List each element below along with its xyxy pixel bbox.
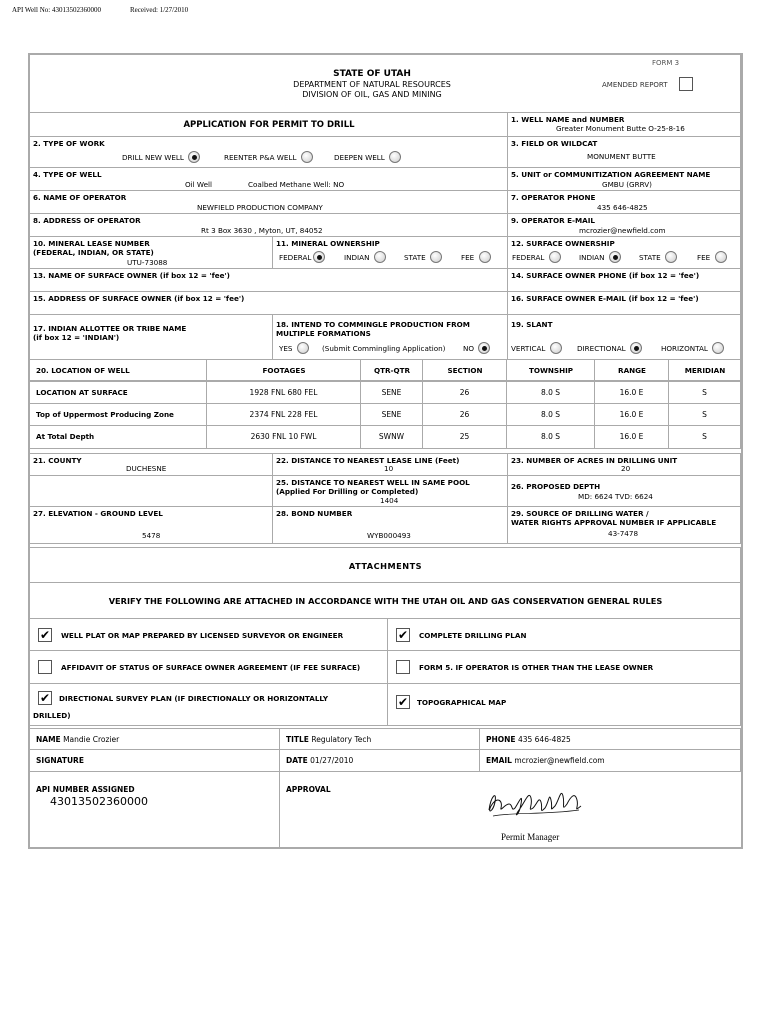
title-cell xyxy=(280,728,480,750)
field-6 xyxy=(30,191,508,214)
phone-line xyxy=(486,735,571,744)
attachment-6-label: TOPOGRAPHICAL MAP xyxy=(417,698,507,707)
surface-state-radio[interactable] xyxy=(665,251,677,263)
loc-header-1 xyxy=(207,360,361,382)
attachment-1 xyxy=(30,619,388,651)
attachments-verify xyxy=(30,583,741,619)
field-24-blank xyxy=(30,476,273,507)
loc-header-6-text: MERIDIAN xyxy=(684,366,726,375)
field-2 xyxy=(30,137,508,168)
lease-line-distance-value: 10 xyxy=(384,464,394,473)
phone-label: PHONE xyxy=(486,735,516,744)
well-type-value: Oil Well xyxy=(185,180,213,189)
attachment-3 xyxy=(30,651,388,684)
commingle-yes-option[interactable] xyxy=(279,342,309,355)
api-label: API NUMBER ASSIGNED xyxy=(36,785,135,794)
commingle-no-radio[interactable] xyxy=(478,342,490,354)
mineral-fee-option[interactable] xyxy=(461,251,491,264)
attachments-header xyxy=(30,547,741,583)
field-19-label: 19. SLANT xyxy=(511,320,553,329)
field-10 xyxy=(30,237,273,269)
field-23-label: 23. NUMBER OF ACRES IN DRILLING UNIT xyxy=(511,456,678,465)
loc-header-1-text: FOOTAGES xyxy=(262,366,306,375)
field-13-label: 13. NAME OF SURFACE OWNER (if box 12 = 'fee') xyxy=(33,271,230,280)
field-27-label: 27. ELEVATION - GROUND LEVEL xyxy=(33,509,163,518)
amended-report-label: AMENDED REPORT xyxy=(602,81,668,89)
slant-vertical-radio[interactable] xyxy=(550,342,562,354)
coalbed-value: Coalbed Methane Well: NO xyxy=(248,180,345,189)
verify-text: VERIFY THE FOLLOWING ARE ATTACHED IN ACCORDANCE WITH THE UTAH OIL AND GAS CONSERVATION GENERAL RULES xyxy=(108,596,663,606)
signature-label: SIGNATURE xyxy=(36,756,84,765)
field-7 xyxy=(508,191,741,214)
field-17 xyxy=(30,315,273,360)
surface-indian-radio[interactable] xyxy=(609,251,621,263)
loc-header-6 xyxy=(669,360,741,382)
commingle-yes-radio[interactable] xyxy=(297,342,309,354)
form-title: APPLICATION FOR PERMIT TO DRILL xyxy=(183,120,355,130)
loc-row-2-qtr: SWNW xyxy=(361,426,423,449)
field-25 xyxy=(273,476,508,507)
field-18-sublabel: MULTIPLE FORMATIONS xyxy=(276,329,371,338)
field-7-label: 7. OPERATOR PHONE xyxy=(511,193,596,202)
acres-value: 20 xyxy=(621,464,631,473)
field-8 xyxy=(30,214,508,237)
field-29 xyxy=(508,507,741,544)
field-12 xyxy=(508,237,741,269)
attachment-5 xyxy=(30,684,388,726)
deepen-label: DEEPEN WELL xyxy=(334,153,385,162)
surface-state-option[interactable] xyxy=(639,251,677,264)
field-16-label: 16. SURFACE OWNER E-MAIL (if box 12 = 'fee') xyxy=(511,294,699,303)
field-9 xyxy=(508,214,741,237)
field-28 xyxy=(273,507,508,544)
loc-row-0-meridian: S xyxy=(669,382,741,404)
elevation-value: 5478 xyxy=(142,531,161,540)
mineral-federal-radio[interactable] xyxy=(313,251,325,263)
title-line xyxy=(286,735,371,744)
approval-label: APPROVAL xyxy=(286,785,331,794)
reenter-radio[interactable] xyxy=(301,151,313,163)
commingle-no-label: NO xyxy=(463,344,475,353)
attachment-5-checkbox[interactable]: ✔ xyxy=(39,691,51,705)
field-23 xyxy=(508,453,741,476)
commingle-note: (Submit Commingling Application) xyxy=(322,344,446,353)
loc-row-0-township: 8.0 S xyxy=(507,382,595,404)
amended-report-checkbox[interactable] xyxy=(679,77,693,91)
loc-row-1-qtr: SENE xyxy=(361,404,423,426)
loc-row-1-label-text: Top of Uppermost Producing Zone xyxy=(36,410,174,419)
field-25-sublabel: (Applied For Drilling or Completed) xyxy=(276,487,419,496)
division: DIVISION OF OIL, GAS AND MINING xyxy=(302,90,442,99)
date-label: DATE xyxy=(286,756,308,765)
loc-header-2 xyxy=(361,360,423,382)
attachments-title: ATTACHMENTS xyxy=(348,561,423,571)
loc-header-3 xyxy=(423,360,507,382)
mineral-fee-label: FEE xyxy=(461,253,475,262)
field-11-label: 11. MINERAL OWNERSHIP xyxy=(276,239,380,248)
field-4 xyxy=(30,168,508,191)
name-label: NAME xyxy=(36,735,61,744)
phone-cell xyxy=(480,728,741,750)
phone-value: 435 646-4825 xyxy=(517,735,571,744)
loc-row-1-meridian: S xyxy=(669,404,741,426)
attachment-5-label: DIRECTIONAL SURVEY PLAN (IF DIRECTIONALLY OR HORIZONTALLY xyxy=(59,694,329,703)
attachment-1-checkbox[interactable]: ✔ xyxy=(39,628,51,642)
loc-header-4 xyxy=(507,360,595,382)
form-number: FORM 3 xyxy=(652,59,680,67)
name-line xyxy=(36,735,119,744)
signature-cell xyxy=(30,750,280,772)
slant-horizontal-option[interactable] xyxy=(661,342,724,355)
field-10-label: 10. MINERAL LEASE NUMBER xyxy=(33,239,150,248)
location-table xyxy=(30,360,741,449)
surface-federal-radio[interactable] xyxy=(549,251,561,263)
field-26-label: 26. PROPOSED DEPTH xyxy=(511,482,601,491)
surface-fee-radio[interactable] xyxy=(715,251,727,263)
loc-row-0-qtr: SENE xyxy=(361,382,423,404)
field-value: MONUMENT BUTTE xyxy=(587,152,656,161)
field-12-label: 12. SURFACE OWNERSHIP xyxy=(511,239,615,248)
deepen-option[interactable] xyxy=(334,151,401,164)
form-header xyxy=(30,55,741,113)
loc-header-5 xyxy=(595,360,669,382)
field-16 xyxy=(508,292,741,315)
slant-directional-radio[interactable] xyxy=(630,342,642,354)
loc-header-0 xyxy=(30,360,207,382)
slant-directional-option[interactable] xyxy=(577,342,642,355)
mineral-indian-radio[interactable] xyxy=(374,251,386,263)
field-19 xyxy=(508,315,741,360)
operator-email-value: mcrozier@newfield.com xyxy=(579,226,666,235)
address-value: Rt 3 Box 3630 , Myton, UT, 84052 xyxy=(201,226,323,235)
well-name-value: Greater Monument Butte O-25-8-16 xyxy=(556,124,685,133)
loc-row-0-range: 16.0 E xyxy=(595,382,669,404)
field-17-sublabel: (if box 12 = 'INDIAN') xyxy=(33,333,120,342)
email-line xyxy=(486,756,605,765)
nearest-well-value: 1404 xyxy=(380,496,399,505)
field-9-label: 9. OPERATOR E-MAIL xyxy=(511,216,595,225)
approval-signature-icon xyxy=(483,782,593,824)
loc-header-3-text: SECTION xyxy=(447,366,483,375)
loc-row-0-footages: 1928 FNL 680 FEL xyxy=(207,382,361,404)
mineral-state-radio[interactable] xyxy=(430,251,442,263)
field-28-label: 28. BOND NUMBER xyxy=(276,509,353,518)
loc-header-0-text: 20. LOCATION OF WELL xyxy=(36,366,130,375)
water-rights-value: 43-7478 xyxy=(608,529,639,538)
operator-value: NEWFIELD PRODUCTION COMPANY xyxy=(197,203,323,212)
api-value: 43013502360000 xyxy=(50,795,148,808)
field-3-label: 3. FIELD OR WILDCAT xyxy=(511,139,598,148)
field-1 xyxy=(508,113,741,137)
surface-federal-label: FEDERAL xyxy=(512,253,545,262)
field-26 xyxy=(508,476,741,507)
drill-new-well-label: DRILL NEW WELL xyxy=(122,153,184,162)
permit-manager: Permit Manager xyxy=(501,832,560,842)
commingle-no-option[interactable] xyxy=(463,342,490,355)
loc-row-2-range: 16.0 E xyxy=(595,426,669,449)
api-cell xyxy=(30,772,280,847)
loc-row-0-label xyxy=(30,382,207,404)
attachment-5-label-cont: DRILLED) xyxy=(33,711,71,720)
received-header: Received: 1/27/2010 xyxy=(130,6,189,14)
field-6-label: 6. NAME OF OPERATOR xyxy=(33,193,127,202)
mineral-state-option[interactable] xyxy=(404,251,442,264)
field-8-label: 8. ADDRESS OF OPERATOR xyxy=(33,216,141,225)
surface-indian-option[interactable] xyxy=(579,251,621,264)
loc-row-1-range: 16.0 E xyxy=(595,404,669,426)
field-5 xyxy=(508,168,741,191)
attachment-6-checkbox[interactable]: ✔ xyxy=(397,695,409,709)
mineral-indian-label: INDIAN xyxy=(344,253,370,262)
slant-vertical-label: VERTICAL xyxy=(511,344,546,353)
field-3 xyxy=(508,137,741,168)
attachment-2-label: COMPLETE DRILLING PLAN xyxy=(419,631,527,640)
field-2-label: 2. TYPE OF WORK xyxy=(33,139,105,148)
attachment-4-checkbox[interactable] xyxy=(396,660,410,674)
slant-horizontal-label: HORIZONTAL xyxy=(661,344,708,353)
attachment-6 xyxy=(388,684,741,726)
slant-vertical-option[interactable] xyxy=(511,342,562,355)
field-1-label: 1. WELL NAME and NUMBER xyxy=(511,115,625,124)
field-11 xyxy=(273,237,508,269)
field-13 xyxy=(30,269,508,292)
bond-number-value: WYB000493 xyxy=(367,531,411,540)
mineral-federal-option[interactable] xyxy=(279,251,325,264)
loc-row-2-footages: 2630 FNL 10 FWL xyxy=(207,426,361,449)
email-value: mcrozier@newfield.com xyxy=(514,756,605,765)
loc-row-1-township: 8.0 S xyxy=(507,404,595,426)
loc-row-2-label xyxy=(30,426,207,449)
name-cell xyxy=(30,728,280,750)
field-4-label: 4. TYPE OF WELL xyxy=(33,170,102,179)
permit-form xyxy=(28,53,743,849)
mineral-indian-option[interactable] xyxy=(344,251,386,264)
field-10-sublabel: (FEDERAL, INDIAN, OR STATE) xyxy=(33,248,154,257)
mineral-fee-radio[interactable] xyxy=(479,251,491,263)
loc-row-1-section: 26 xyxy=(423,404,507,426)
state-title: STATE OF UTAH xyxy=(333,69,411,79)
api-well-header: API Well No: 43013502360000 xyxy=(12,6,101,14)
name-value: Mandie Crozier xyxy=(63,735,120,744)
attachment-3-checkbox[interactable] xyxy=(38,660,52,674)
drill-new-well-option[interactable] xyxy=(122,151,200,164)
attachment-4-label: FORM 5. IF OPERATOR IS OTHER THAN THE LEASE OWNER xyxy=(419,663,654,672)
field-29-label: 29. SOURCE OF DRILLING WATER / xyxy=(511,509,649,518)
email-cell xyxy=(480,750,741,772)
loc-row-0-section: 26 xyxy=(423,382,507,404)
loc-row-2-township: 8.0 S xyxy=(507,426,595,449)
field-22 xyxy=(273,453,508,476)
email-label: EMAIL xyxy=(486,756,512,765)
loc-header-2-text: QTR-QTR xyxy=(373,366,411,375)
loc-row-0-label-text: LOCATION AT SURFACE xyxy=(36,388,128,397)
operator-phone-value: 435 646-4825 xyxy=(597,203,648,212)
field-21-label: 21. COUNTY xyxy=(33,456,82,465)
loc-row-2-section: 25 xyxy=(423,426,507,449)
title-label: TITLE xyxy=(286,735,309,744)
loc-row-1-label xyxy=(30,404,207,426)
loc-row-2-meridian: S xyxy=(669,426,741,449)
deepen-radio[interactable] xyxy=(389,151,401,163)
field-15 xyxy=(30,292,508,315)
attachment-1-label: WELL PLAT OR MAP PREPARED BY LICENSED SURVEYOR OR ENGINEER xyxy=(61,631,344,640)
loc-row-1-footages: 2374 FNL 228 FEL xyxy=(207,404,361,426)
field-5-label: 5. UNIT or COMMUNITIZATION AGREEMENT NAME xyxy=(511,170,711,179)
mineral-state-label: STATE xyxy=(404,253,426,262)
lease-number-value: UTU-73088 xyxy=(127,258,168,267)
slant-directional-label: DIRECTIONAL xyxy=(577,344,626,353)
field-25-label: 25. DISTANCE TO NEAREST WELL IN SAME POOL xyxy=(276,478,470,487)
form-title-cell xyxy=(30,113,508,137)
unit-value: GMBU (GRRV) xyxy=(602,180,652,189)
title-value: Regulatory Tech xyxy=(311,735,372,744)
loc-row-2-label-text: At Total Depth xyxy=(36,432,95,441)
commingle-yes-label: YES xyxy=(279,344,293,353)
attachment-2-checkbox[interactable]: ✔ xyxy=(397,628,409,642)
mineral-federal-label: FEDERAL xyxy=(279,253,312,262)
field-18 xyxy=(273,315,508,360)
field-14-label: 14. SURFACE OWNER PHONE (if box 12 = 'fee') xyxy=(511,271,700,280)
drill-new-well-radio[interactable] xyxy=(188,151,200,163)
field-15-label: 15. ADDRESS OF SURFACE OWNER (if box 12 = 'fee') xyxy=(33,294,245,303)
reenter-option[interactable] xyxy=(224,151,313,164)
surface-indian-label: INDIAN xyxy=(579,253,605,262)
approval-cell xyxy=(280,772,741,847)
slant-horizontal-radio[interactable] xyxy=(712,342,724,354)
surface-fee-label: FEE xyxy=(697,253,711,262)
attachment-4 xyxy=(388,651,741,684)
field-17-label: 17. INDIAN ALLOTTEE OR TRIBE NAME xyxy=(33,324,187,333)
surface-state-label: STATE xyxy=(639,253,661,262)
loc-header-5-text: RANGE xyxy=(618,366,646,375)
date-line xyxy=(286,756,353,765)
attachment-3-label: AFFIDAVIT OF STATUS OF SURFACE OWNER AGREEMENT (IF FEE SURFACE) xyxy=(61,663,361,672)
reenter-label: REENTER P&A WELL xyxy=(224,153,297,162)
surface-fee-option[interactable] xyxy=(697,251,727,264)
date-cell xyxy=(280,750,480,772)
field-29-sublabel: WATER RIGHTS APPROVAL NUMBER IF APPLICABLE xyxy=(511,518,717,527)
attachment-2 xyxy=(388,619,741,651)
field-22-label: 22. DISTANCE TO NEAREST LEASE LINE (Feet) xyxy=(276,456,460,465)
field-18-label: 18. INTEND TO COMMINGLE PRODUCTION FROM xyxy=(276,320,470,329)
county-value: DUCHESNE xyxy=(126,464,167,473)
field-14 xyxy=(508,269,741,292)
department: DEPARTMENT OF NATURAL RESOURCES xyxy=(293,80,451,89)
proposed-depth-value: MD: 6624 TVD: 6624 xyxy=(578,492,653,501)
date-value: 01/27/2010 xyxy=(310,756,354,765)
loc-header-4-text: TOWNSHIP xyxy=(528,366,574,375)
field-21 xyxy=(30,453,273,476)
field-27 xyxy=(30,507,273,544)
surface-federal-option[interactable] xyxy=(512,251,561,264)
